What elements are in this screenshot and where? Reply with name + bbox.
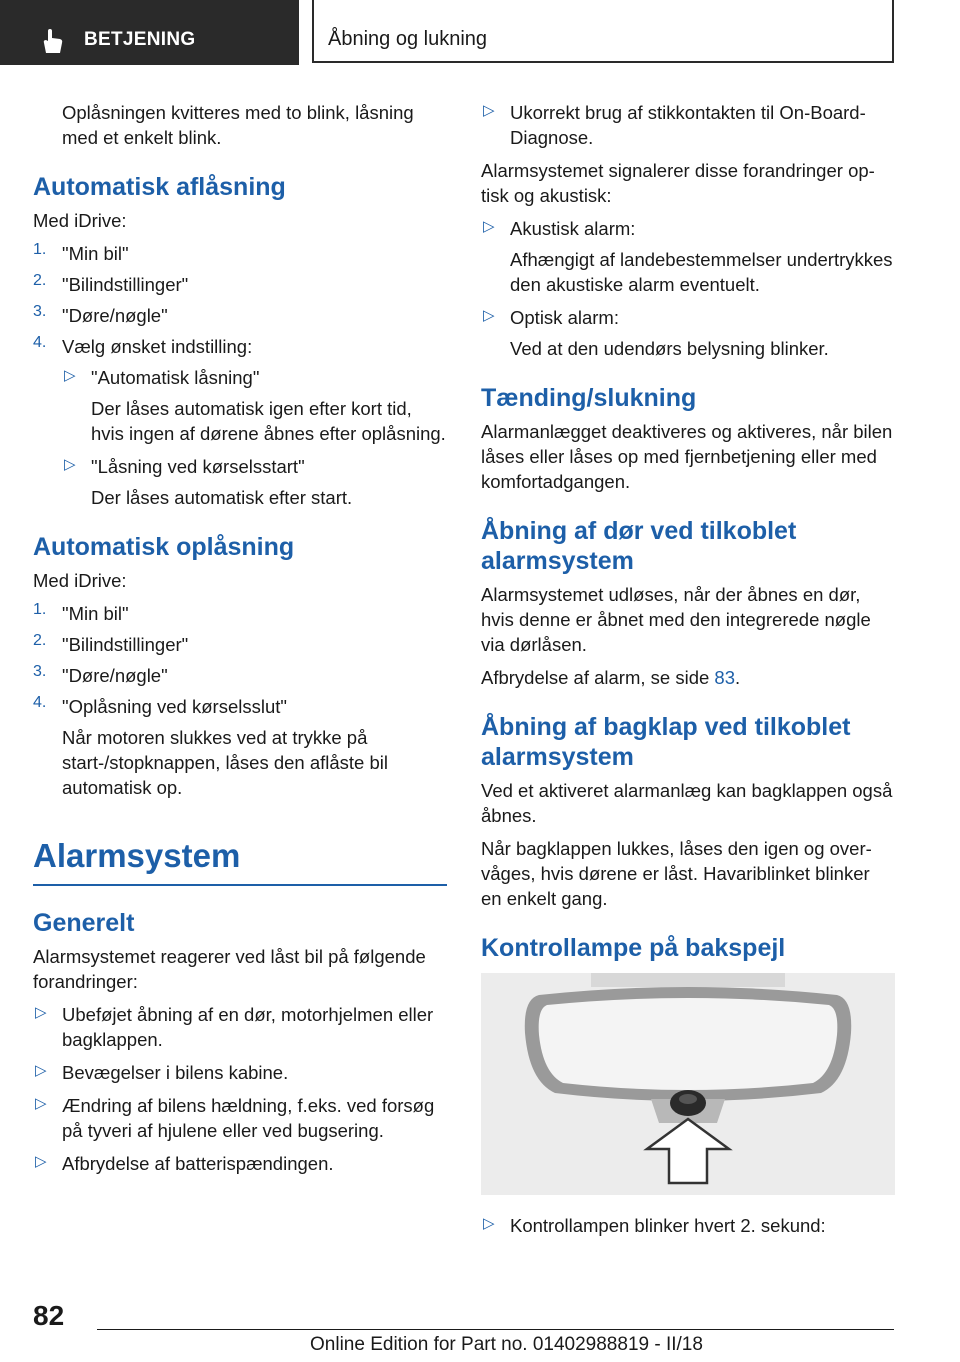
signal-lead: Alarmsystemet signalerer disse forandringer optisk og akustisk: bbox=[481, 160, 875, 206]
list-item: 4. "Oplåsning ved kørselsslut" Når motoren slukkes ved at trykke på start-/stopknappen, låses den aflåste bil automatisk op. bbox=[33, 694, 447, 800]
option-list bbox=[62, 365, 447, 510]
triangle-bullet-icon: ▷ bbox=[35, 1095, 47, 1112]
heading-general: Generelt bbox=[33, 909, 135, 937]
chapter-title: Åbning og lukning bbox=[328, 28, 488, 50]
general-lead: Alarmsystemet reagerer ved låst bil på følgende forandringer: bbox=[33, 946, 426, 992]
footer-edition: Online Edition for Part no. 01402988819 - II/18 bbox=[310, 1334, 703, 1355]
auto-unlock-steps bbox=[33, 601, 447, 800]
list-item: ▷ Kontrollampen blinker hvert 2. sekund: bbox=[483, 1215, 826, 1236]
section-tab bbox=[0, 0, 299, 65]
list-item: 4. Vælg ønsket indstilling: ▷ "Automatisk låsning" Der låses automatisk igen efter kort tid, hvis ingen af dørene åbnes efter oplåsning. ▷ "Låsning ved kørselsstart" Der låses automatisk efter start. bbox=[33, 334, 446, 508]
ignition-text: Alarmanlægget deaktiveres og aktiveres, når bilen låses eller låses op med fjernbetjening eller med komfortadgangen. bbox=[481, 421, 893, 492]
step4-desc: Når motoren slukkes ved at trykke på start-/stopknappen, låses den aflåste bil automatisk op. bbox=[62, 727, 388, 798]
list-item: ▷ Akustisk alarm: Afhængigt af landebestemmelser undertrykkes den akustiske alarm eventuelt. bbox=[483, 218, 893, 295]
page-number: 82 bbox=[33, 1300, 65, 1331]
heading-tailgate-open: Åbning af bagklap ved tilkoblet alarmsystem bbox=[481, 713, 851, 771]
auto-lock-steps bbox=[33, 241, 447, 510]
alarm-interrupt-ref: Afbrydelse af alarm, se side 83. bbox=[481, 667, 741, 688]
triangle-bullet-icon: ▷ bbox=[35, 1153, 47, 1170]
chapter-header bbox=[312, 0, 894, 63]
list-item: ▷ Ubeføjet åbning af en dør, motorhjelmen eller bagklappen. bbox=[35, 1004, 434, 1050]
triangle-bullet-icon: ▷ bbox=[483, 1215, 495, 1232]
triangle-bullet-icon: ▷ bbox=[483, 307, 495, 324]
list-item: 2. "Bilindstillinger" bbox=[33, 272, 189, 295]
list-item: 3. "Døre/nøgle" bbox=[33, 663, 168, 686]
tailgate-text-2: Når bagklappen lukkes, låses den igen og overvåges, hvis dørene er låst. Havariblinket blinker en enkelt gang. bbox=[481, 838, 872, 909]
triangle-bullet-icon: ▷ bbox=[64, 456, 76, 473]
heading-ignition: Tænding/slukning bbox=[481, 384, 697, 412]
list-item: 3. "Døre/nøgle" bbox=[33, 303, 168, 326]
heading-mirror-lamp: Kontrollampe på bakspejl bbox=[481, 934, 786, 962]
triangle-bullet-icon: ▷ bbox=[35, 1062, 47, 1079]
list-item: ▷ Optisk alarm: Ved at den udendørs belysning blinker. bbox=[483, 307, 829, 359]
triangle-bullet-icon: ▷ bbox=[483, 218, 495, 235]
mirror-illustration bbox=[481, 973, 895, 1195]
page-link[interactable]: 83 bbox=[714, 667, 735, 688]
door-text: Alarmsystemet udløses, når der åbnes en dør, hvis denne er åbnet med den integrerede nøgle via dørlåsen. bbox=[481, 584, 871, 655]
footer-divider bbox=[97, 1329, 894, 1330]
list-item: ▷ "Automatisk låsning" Der låses automatisk igen efter kort tid, hvis ingen af dørene åbnes efter oplåsning. bbox=[64, 367, 446, 444]
heading-alarm-system: Alarmsystem bbox=[33, 836, 447, 886]
intro-text: Oplåsningen kvitteres med to blink, låsning med et enkelt blink. bbox=[62, 102, 414, 148]
list-item: 1. "Min bil" bbox=[33, 241, 129, 264]
rearview-mirror-image bbox=[481, 973, 895, 1195]
list-item: 2. "Bilindstillinger" bbox=[33, 632, 189, 655]
list-item: ▷ Bevægelser i bilens kabine. bbox=[35, 1062, 289, 1083]
section-label: BETJENING bbox=[84, 29, 196, 50]
list-item: ▷ Afbrydelse af batterispændingen. bbox=[35, 1153, 334, 1174]
tailgate-text-1: Ved et aktiveret alarmanlæg kan bagklappen også åbnes. bbox=[481, 780, 893, 826]
heading-auto-lock: Automatisk aflåsning bbox=[33, 173, 286, 201]
list-item: 1. "Min bil" bbox=[33, 601, 129, 624]
auto-unlock-lead: Med iDrive: bbox=[33, 570, 127, 591]
alarm-triggers bbox=[33, 1002, 447, 1176]
list-item: ▷ "Låsning ved kørselsstart" Der låses automatisk efter start. bbox=[64, 456, 353, 508]
heading-auto-unlock: Automatisk oplåsning bbox=[33, 533, 295, 561]
right-column bbox=[481, 100, 895, 1246]
left-column bbox=[33, 100, 447, 1184]
list-item: ▷ Ændring af bilens hældning, f.eks. ved forsøg på tyveri af hjulene eller ved bugsering. bbox=[35, 1095, 435, 1141]
triangle-bullet-icon: ▷ bbox=[483, 102, 495, 119]
list-item: ▷ Ukorrekt brug af stikkontakten til On-Board-Diagnose. bbox=[483, 102, 866, 148]
triangle-bullet-icon: ▷ bbox=[64, 367, 76, 384]
triangle-bullet-icon: ▷ bbox=[35, 1004, 47, 1021]
heading-door-open: Åbning af dør ved tilkoblet alarmsystem bbox=[481, 517, 797, 575]
hand-pointer-icon bbox=[40, 28, 66, 54]
auto-lock-lead: Med iDrive: bbox=[33, 210, 127, 231]
